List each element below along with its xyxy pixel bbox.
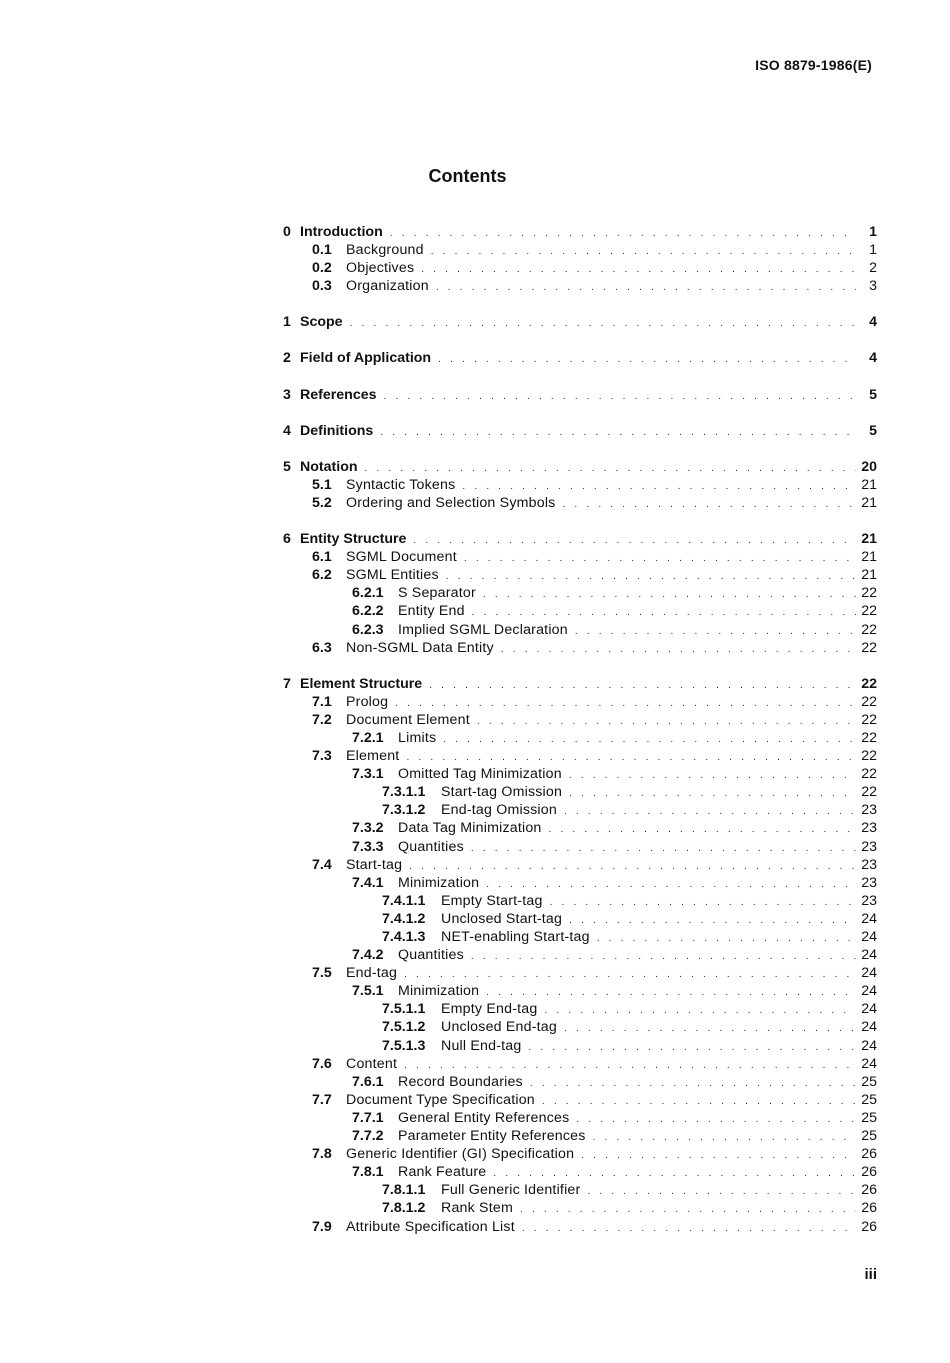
toc-entry-title: Entity Structure — [300, 531, 407, 548]
dot-leader — [522, 1218, 856, 1238]
toc-entry-number: 7.8.1 — [352, 1164, 384, 1181]
toc-entry-number: 7.9 — [312, 1218, 332, 1235]
toc-entry-page: 24 — [861, 1001, 877, 1018]
dot-leader — [409, 856, 856, 876]
toc-entry[interactable] — [283, 313, 877, 331]
dot-leader — [597, 928, 856, 948]
toc-entry-number: 7.2 — [312, 711, 332, 728]
dot-leader — [486, 982, 856, 1002]
toc-entry-page: 23 — [861, 820, 877, 837]
toc-entry-number: 7.3.3 — [352, 838, 384, 855]
toc-entry-number: 6.2 — [312, 567, 332, 584]
toc-entry-number: 7.4.1.2 — [382, 910, 426, 927]
toc-entry-number: 7.6 — [312, 1055, 332, 1072]
toc-entry[interactable] — [283, 711, 877, 729]
dot-leader — [569, 783, 856, 803]
toc-entry[interactable] — [283, 1127, 877, 1145]
dot-leader — [587, 1181, 856, 1201]
toc-entry-title: Definitions — [300, 422, 374, 439]
toc-entry-number: 7.8.1.1 — [382, 1182, 426, 1199]
toc-entry-title: Minimization — [398, 874, 480, 891]
toc-entry-title: Quantities — [398, 947, 464, 964]
toc-entry-number: 0 — [283, 224, 291, 240]
toc-entry-page: 26 — [861, 1164, 877, 1181]
toc-entry-number: 5 — [283, 458, 291, 475]
toc-entry-number: 0.3 — [312, 278, 332, 295]
dot-leader — [501, 639, 856, 659]
toc-entry-page: 23 — [861, 874, 877, 891]
dot-leader — [564, 1018, 856, 1038]
toc-entry-number: 7.3.1.1 — [382, 784, 426, 801]
toc-entry-number: 7.2.1 — [352, 729, 384, 746]
dot-leader — [384, 386, 856, 406]
toc-entry[interactable] — [283, 874, 877, 892]
toc-entry-title: Start-tag Omission — [441, 784, 563, 801]
toc-entry-title: Limits — [398, 729, 437, 746]
toc-entry-number: 7.4.1.3 — [382, 929, 426, 945]
toc-entry-number: 7.6.1 — [352, 1073, 384, 1090]
dot-leader — [390, 223, 856, 243]
dot-leader — [471, 946, 856, 966]
toc-entry-number: 7.5.1.2 — [382, 1019, 426, 1036]
toc-entry-number: 7.3 — [312, 748, 332, 765]
dot-leader — [404, 964, 856, 984]
toc-entry-title: S Separator — [398, 585, 476, 602]
toc-entry-title: Record Boundaries — [398, 1073, 523, 1090]
toc-entry-page: 23 — [861, 856, 877, 873]
toc-entry-title: Implied SGML Declaration — [398, 621, 568, 638]
toc-entry[interactable] — [283, 892, 877, 910]
toc-entry[interactable] — [283, 1091, 877, 1109]
toc-entry-number: 7.5.1.1 — [382, 1001, 426, 1018]
toc-entry-page: 26 — [861, 1218, 877, 1235]
toc-entry-title: Rank Feature — [398, 1164, 487, 1181]
dot-leader — [483, 584, 856, 604]
toc-entry[interactable] — [283, 1000, 877, 1018]
toc-entry-title: Empty End-tag — [441, 1001, 538, 1018]
toc-entry-page: 25 — [861, 1128, 877, 1145]
toc-entry[interactable] — [283, 277, 877, 295]
toc-entry-number: 5.2 — [312, 494, 332, 511]
toc-entry-page: 25 — [861, 1091, 877, 1108]
toc-entry-number: 6.1 — [312, 549, 332, 566]
toc-entry[interactable] — [283, 1181, 877, 1199]
dot-leader — [581, 1145, 856, 1165]
toc-entry-number: 7.7.2 — [352, 1128, 384, 1145]
toc-entry-page: 1 — [869, 242, 877, 259]
dot-leader — [464, 548, 856, 568]
toc-entry-page: 23 — [861, 838, 877, 855]
toc-entry[interactable] — [283, 602, 877, 620]
toc-entry-page: 25 — [861, 1109, 877, 1126]
toc-entry-title: Organization — [346, 278, 429, 295]
toc-entry-number: 0.1 — [312, 242, 332, 259]
toc-entry-title: Non-SGML Data Entity — [346, 639, 494, 656]
toc-entry-title: End-tag Omission — [441, 802, 557, 819]
toc-entry-number: 7.4.2 — [352, 947, 384, 964]
toc-entry-page: 3 — [869, 278, 877, 295]
toc-entry[interactable] — [283, 747, 877, 765]
dot-leader — [350, 313, 856, 333]
toc-entry[interactable] — [283, 1199, 877, 1217]
dot-leader — [436, 277, 856, 297]
toc-entry-page: 23 — [861, 802, 877, 819]
dot-leader — [569, 910, 856, 930]
dot-leader — [493, 1163, 856, 1183]
dot-leader — [404, 1055, 856, 1075]
page-number: iii — [864, 1266, 877, 1283]
toc-entry[interactable] — [283, 259, 877, 277]
toc-entry-number: 7.1 — [312, 693, 332, 710]
toc-entry-page: 22 — [861, 639, 877, 656]
toc-entry[interactable] — [283, 566, 877, 584]
toc-entry-title: Unclosed End-tag — [441, 1019, 557, 1036]
dot-leader — [472, 602, 856, 622]
toc-entry-page: 26 — [861, 1182, 877, 1199]
toc-entry-page: 22 — [861, 603, 877, 620]
dot-leader — [477, 711, 856, 731]
toc-entry[interactable] — [283, 584, 877, 602]
toc-entry[interactable] — [283, 675, 877, 693]
toc-entry-page: 22 — [861, 693, 877, 710]
toc-entry[interactable] — [283, 783, 877, 801]
dot-leader — [528, 1037, 856, 1057]
dot-leader — [542, 1091, 856, 1111]
table-of-contents — [283, 223, 877, 1236]
toc-entry[interactable] — [283, 1055, 877, 1073]
toc-entry-page: 25 — [861, 1073, 877, 1090]
page-title: Contents — [428, 166, 507, 186]
toc-entry-page: 24 — [861, 910, 877, 927]
toc-entry[interactable] — [283, 223, 877, 241]
toc-entry-page: 23 — [861, 892, 877, 909]
toc-entry-number: 7.5 — [312, 965, 332, 982]
toc-entry-title: Rank Stem — [441, 1200, 513, 1217]
toc-entry-number: 2 — [283, 350, 291, 367]
toc-entry[interactable] — [283, 1218, 877, 1236]
dot-leader — [520, 1199, 856, 1219]
toc-entry-page: 22 — [861, 748, 877, 765]
toc-entry-title: SGML Entities — [346, 567, 439, 584]
toc-entry-number: 5.1 — [312, 476, 332, 493]
dot-leader — [446, 566, 856, 586]
toc-entry-title: Notation — [300, 458, 358, 475]
toc-entry-page: 24 — [861, 983, 877, 1000]
toc-entry-page: 21 — [861, 549, 877, 566]
dot-leader — [395, 693, 856, 713]
toc-entry-number: 7.7 — [312, 1091, 332, 1108]
toc-entry-title: References — [300, 386, 377, 403]
toc-entry[interactable] — [283, 729, 877, 747]
toc-entry-number: 7.3.1.2 — [382, 802, 426, 819]
toc-entry-title: Objectives — [346, 260, 415, 277]
toc-entry-number: 7.4 — [312, 856, 332, 873]
toc-entry-page: 21 — [861, 494, 877, 511]
dot-leader — [406, 747, 856, 767]
toc-entry-page: 22 — [861, 784, 877, 801]
toc-entry-number: 3 — [283, 386, 291, 403]
dot-leader — [429, 675, 856, 695]
toc-entry-page: 22 — [861, 729, 877, 746]
toc-entry-page: 24 — [861, 1037, 877, 1054]
toc-entry-title: Entity End — [398, 603, 465, 620]
dot-leader — [575, 621, 856, 641]
toc-entry-title: Parameter Entity References — [398, 1128, 586, 1145]
toc-entry-page: 24 — [861, 965, 877, 982]
toc-entry-page: 21 — [861, 476, 877, 493]
dot-leader — [550, 892, 856, 912]
toc-entry-page: 22 — [861, 585, 877, 602]
dot-leader — [576, 1109, 856, 1129]
dot-leader — [413, 530, 856, 550]
toc-entry[interactable] — [283, 982, 877, 1000]
toc-entry[interactable] — [283, 819, 877, 837]
toc-entry[interactable] — [283, 1145, 877, 1163]
dot-leader — [380, 422, 856, 442]
toc-entry[interactable] — [283, 964, 877, 982]
toc-entry-page: 5 — [869, 422, 877, 439]
toc-entry-page: 24 — [861, 1055, 877, 1072]
toc-entry-title: Ordering and Selection Symbols — [346, 494, 556, 511]
toc-entry-page: 24 — [861, 929, 877, 945]
toc-entry-page: 20 — [861, 458, 877, 475]
toc-entry-page: 4 — [869, 314, 877, 331]
toc-entry[interactable] — [283, 1109, 877, 1127]
toc-entry-title: Prolog — [346, 693, 389, 710]
toc-entry-page: 26 — [861, 1200, 877, 1217]
dot-leader — [544, 1000, 856, 1020]
toc-entry-title: Null End-tag — [441, 1037, 522, 1054]
toc-entry[interactable] — [283, 801, 877, 819]
toc-entry-number: 4 — [283, 422, 291, 439]
toc-entry[interactable] — [283, 1037, 877, 1055]
toc-entry-title: Scope — [300, 314, 343, 331]
toc-entry-title: Empty Start-tag — [441, 892, 543, 909]
dot-leader — [486, 874, 856, 894]
dot-leader — [569, 765, 856, 785]
dot-leader — [549, 819, 856, 839]
toc-entry-title: Syntactic Tokens — [346, 476, 456, 493]
toc-entry[interactable] — [283, 458, 877, 476]
dot-leader — [431, 241, 856, 261]
toc-entry-page: 5 — [869, 386, 877, 403]
toc-entry-page: 2 — [869, 260, 877, 277]
toc-entry-title: General Entity References — [398, 1109, 570, 1126]
toc-entry[interactable] — [283, 1018, 877, 1036]
toc-entry[interactable] — [283, 765, 877, 783]
dot-leader — [530, 1073, 856, 1093]
document-header: ISO 8879-1986(E) — [755, 57, 872, 73]
dot-leader — [562, 494, 856, 514]
dot-leader — [365, 458, 856, 478]
toc-entry-title: Quantities — [398, 838, 464, 855]
dot-leader — [462, 476, 856, 496]
toc-entry-title: Full Generic Identifier — [441, 1182, 581, 1199]
toc-entry[interactable] — [283, 639, 877, 657]
toc-entry-title: SGML Document — [346, 549, 457, 566]
toc-entry-title: Document Element — [346, 711, 470, 728]
toc-entry[interactable] — [283, 621, 877, 639]
toc-entry-page: 21 — [861, 567, 877, 584]
toc-entry-title: Element Structure — [300, 675, 423, 692]
toc-entry[interactable] — [283, 349, 877, 367]
toc-entry-page: 22 — [861, 675, 877, 692]
toc-entry[interactable] — [283, 422, 877, 440]
dot-leader — [471, 838, 856, 858]
toc-entry-number: 7.3.1 — [352, 766, 384, 783]
dot-leader — [438, 349, 856, 369]
toc-entry-title: Document Type Specification — [346, 1091, 535, 1108]
toc-entry-title: Generic Identifier (GI) Specification — [346, 1146, 575, 1163]
toc-entry[interactable] — [283, 548, 877, 566]
toc-entry[interactable] — [283, 494, 877, 512]
toc-entry-title: Unclosed Start-tag — [441, 910, 563, 927]
toc-entry-number: 7.5.1 — [352, 983, 384, 1000]
toc-entry[interactable] — [283, 910, 877, 928]
toc-entry-page: 22 — [861, 621, 877, 638]
toc-entry-number: 6.2.3 — [352, 621, 384, 638]
toc-entry[interactable] — [283, 928, 877, 946]
toc-entry-number: 7.5.1.3 — [382, 1037, 426, 1054]
dot-leader — [593, 1127, 856, 1147]
toc-entry[interactable] — [283, 386, 877, 404]
toc-entry-page: 24 — [861, 947, 877, 964]
toc-entry-page: 21 — [861, 531, 877, 548]
toc-entry[interactable] — [283, 241, 877, 259]
dot-leader — [564, 801, 856, 821]
toc-entry-page: 26 — [861, 1146, 877, 1163]
toc-entry-title: Field of Application — [300, 350, 432, 367]
toc-entry-title: Omitted Tag Minimization — [398, 766, 562, 783]
toc-entry-number: 0.2 — [312, 260, 332, 277]
toc-entry-number: 7.3.2 — [352, 820, 384, 837]
toc-entry-number: 6 — [283, 531, 291, 548]
dot-leader — [421, 259, 856, 279]
toc-entry-number: 6.2.2 — [352, 603, 384, 620]
toc-entry-number: 7.8.1.2 — [382, 1200, 426, 1217]
dot-leader — [443, 729, 856, 749]
toc-entry-page: 4 — [869, 350, 877, 367]
toc-entry-page: 1 — [869, 224, 877, 240]
toc-entry[interactable] — [283, 530, 877, 548]
toc-entry-number: 1 — [283, 314, 291, 331]
toc-entry-title: Background — [346, 242, 424, 259]
toc-entry[interactable] — [283, 838, 877, 856]
toc-entry-page: 22 — [861, 711, 877, 728]
toc-entry-number: 7.4.1 — [352, 874, 384, 891]
toc-entry-title: Content — [346, 1055, 398, 1072]
toc-entry-title: Attribute Specification List — [346, 1218, 515, 1235]
toc-entry-page: 22 — [861, 766, 877, 783]
toc-entry-title: Minimization — [398, 983, 480, 1000]
toc-entry-number: 6.3 — [312, 639, 332, 656]
toc-entry-number: 7.8 — [312, 1146, 332, 1163]
toc-entry-page: 24 — [861, 1019, 877, 1036]
toc-entry-title: Data Tag Minimization — [398, 820, 542, 837]
toc-entry-title: End-tag — [346, 965, 398, 982]
toc-entry[interactable] — [283, 476, 877, 494]
toc-entry[interactable] — [283, 1163, 877, 1181]
toc-entry-number: 7.4.1.1 — [382, 892, 426, 909]
toc-entry[interactable] — [283, 1073, 877, 1091]
toc-entry-number: 6.2.1 — [352, 585, 384, 602]
toc-entry-number: 7.7.1 — [352, 1109, 384, 1126]
toc-entry[interactable] — [283, 856, 877, 874]
toc-entry[interactable] — [283, 946, 877, 964]
toc-entry-title: Element — [346, 748, 400, 765]
toc-entry-number: 7 — [283, 675, 291, 692]
toc-entry-title: Start-tag — [346, 856, 403, 873]
toc-entry-title: NET-enabling Start-tag — [441, 929, 590, 945]
toc-entry[interactable] — [283, 693, 877, 711]
toc-entry-title: Introduction — [300, 224, 383, 240]
